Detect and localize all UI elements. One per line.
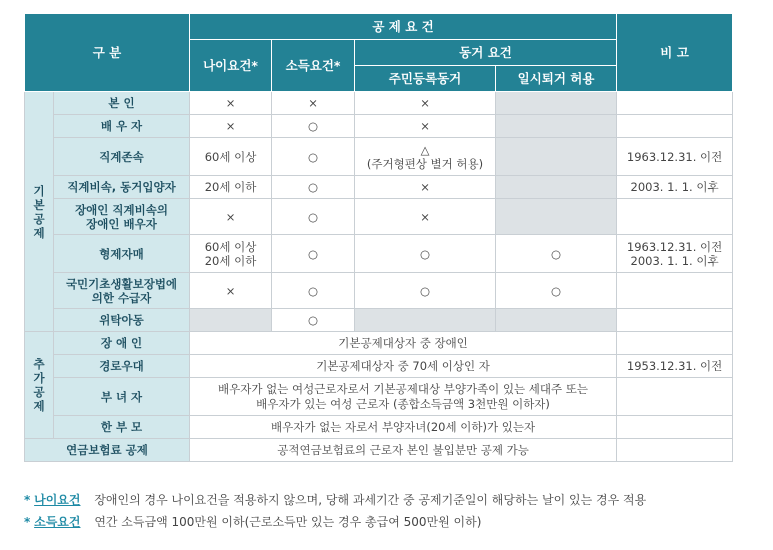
footnotes — [24, 489, 646, 533]
age-cell: 60세 이상 — [190, 138, 272, 176]
header-age-requirement: 나이요건* — [190, 40, 272, 92]
footnote-key: 소득요건 — [34, 515, 81, 529]
remark-cell — [617, 199, 733, 235]
description-cell: 기본공제대상자 중 장애인 — [190, 332, 617, 355]
table-row — [25, 176, 733, 199]
remark-cell — [617, 92, 733, 115]
table-row — [25, 199, 733, 235]
group-additional-deduction: 추 가 공 제 — [25, 332, 54, 439]
age-cell: × — [190, 92, 272, 115]
description-cell: 배우자가 없는 여성근로자로서 기본공제대상 부양가족이 있는 세대주 또는 배우자가 있는 여성 근로자 (종합소득금액 3천만원 이하자) — [190, 378, 617, 416]
age-cell: 20세 이하 — [190, 176, 272, 199]
table-row — [25, 332, 733, 355]
age-cell: × — [190, 273, 272, 309]
resident-cell — [355, 309, 496, 332]
footnote-text: 장애인의 경우 나이요건을 적용하지 않으며, 당해 과세기간 중 공제기준일이 해당하는 날이 있는 경우 적용 — [94, 493, 647, 507]
row-label: 한 부 모 — [54, 416, 190, 439]
footnote-star: * — [24, 493, 31, 507]
temp-cell — [496, 309, 617, 332]
group-basic-deduction: 기 본 공 제 — [25, 92, 54, 332]
income-cell: ○ — [272, 115, 355, 138]
row-label: 부 녀 자 — [54, 378, 190, 416]
table-row — [25, 355, 733, 378]
income-cell: × — [272, 92, 355, 115]
header-division: 구 분 — [25, 14, 190, 92]
table-row — [25, 115, 733, 138]
income-cell: ○ — [272, 309, 355, 332]
header-remarks: 비 고 — [617, 14, 733, 92]
table-row — [25, 439, 733, 462]
income-cell: ○ — [272, 138, 355, 176]
temp-cell — [496, 176, 617, 199]
resident-cell: × — [355, 115, 496, 138]
footnote-age — [24, 489, 646, 511]
description-cell: 공적연금보험료의 근로자 본인 불입분만 공제 가능 — [190, 439, 617, 462]
table-row — [25, 378, 733, 416]
header-resident-cohabitation: 주민등록동거 — [355, 66, 496, 92]
age-cell — [190, 309, 272, 332]
table-row — [25, 92, 733, 115]
temp-cell: ○ — [496, 273, 617, 309]
row-label: 직계비속, 동거입양자 — [54, 176, 190, 199]
remark-cell: 1963.12.31. 이전 2003. 1. 1. 이후 — [617, 235, 733, 273]
row-label: 장애인 직계비속의 장애인 배우자 — [54, 199, 190, 235]
remark-cell — [617, 309, 733, 332]
remark-cell: 1963.12.31. 이전 — [617, 138, 733, 176]
footnote-income — [24, 511, 646, 533]
row-label: 경로우대 — [54, 355, 190, 378]
resident-cell: △ (주거형편상 별거 허용) — [355, 138, 496, 176]
remark-cell — [617, 332, 733, 355]
temp-cell: ○ — [496, 235, 617, 273]
deduction-requirements-table — [24, 13, 733, 462]
resident-cell: × — [355, 176, 496, 199]
table-row — [25, 309, 733, 332]
remark-cell — [617, 378, 733, 416]
row-label: 장 애 인 — [54, 332, 190, 355]
remark-cell — [617, 416, 733, 439]
description-cell: 배우자가 없는 자로서 부양자녀(20세 이하)가 있는자 — [190, 416, 617, 439]
header-temporary-absence: 일시퇴거 허용 — [496, 66, 617, 92]
row-label: 국민기초생활보장법에 의한 수급자 — [54, 273, 190, 309]
header-cohabitation-requirement: 동거 요건 — [355, 40, 617, 66]
row-label: 위탁아동 — [54, 309, 190, 332]
table-row — [25, 273, 733, 309]
remark-cell — [617, 439, 733, 462]
temp-cell — [496, 199, 617, 235]
table-row — [25, 138, 733, 176]
resident-cell: × — [355, 92, 496, 115]
footnote-text: 연간 소득금액 100만원 이하(근로소득만 있는 경우 총급여 500만원 이하) — [94, 515, 482, 529]
row-label: 배 우 자 — [54, 115, 190, 138]
resident-cell: × — [355, 199, 496, 235]
age-cell: × — [190, 199, 272, 235]
temp-cell — [496, 92, 617, 115]
row-label-pension: 연금보험료 공제 — [25, 439, 190, 462]
header-income-requirement: 소득요건* — [272, 40, 355, 92]
footnote-key: 나이요건 — [34, 493, 81, 507]
remark-cell — [617, 273, 733, 309]
resident-cell: ○ — [355, 235, 496, 273]
age-cell: × — [190, 115, 272, 138]
age-cell: 60세 이상 20세 이하 — [190, 235, 272, 273]
income-cell: ○ — [272, 235, 355, 273]
row-label: 직계존속 — [54, 138, 190, 176]
description-cell: 기본공제대상자 중 70세 이상인 자 — [190, 355, 617, 378]
income-cell: ○ — [272, 273, 355, 309]
footnote-star: * — [24, 515, 31, 529]
table-row — [25, 416, 733, 439]
remark-cell — [617, 115, 733, 138]
resident-cell: ○ — [355, 273, 496, 309]
remark-cell: 2003. 1. 1. 이후 — [617, 176, 733, 199]
row-label: 형제자매 — [54, 235, 190, 273]
income-cell: ○ — [272, 199, 355, 235]
temp-cell — [496, 138, 617, 176]
table-row — [25, 235, 733, 273]
remark-cell: 1953.12.31. 이전 — [617, 355, 733, 378]
row-label: 본 인 — [54, 92, 190, 115]
temp-cell — [496, 115, 617, 138]
income-cell: ○ — [272, 176, 355, 199]
header-requirements: 공 제 요 건 — [190, 14, 617, 40]
